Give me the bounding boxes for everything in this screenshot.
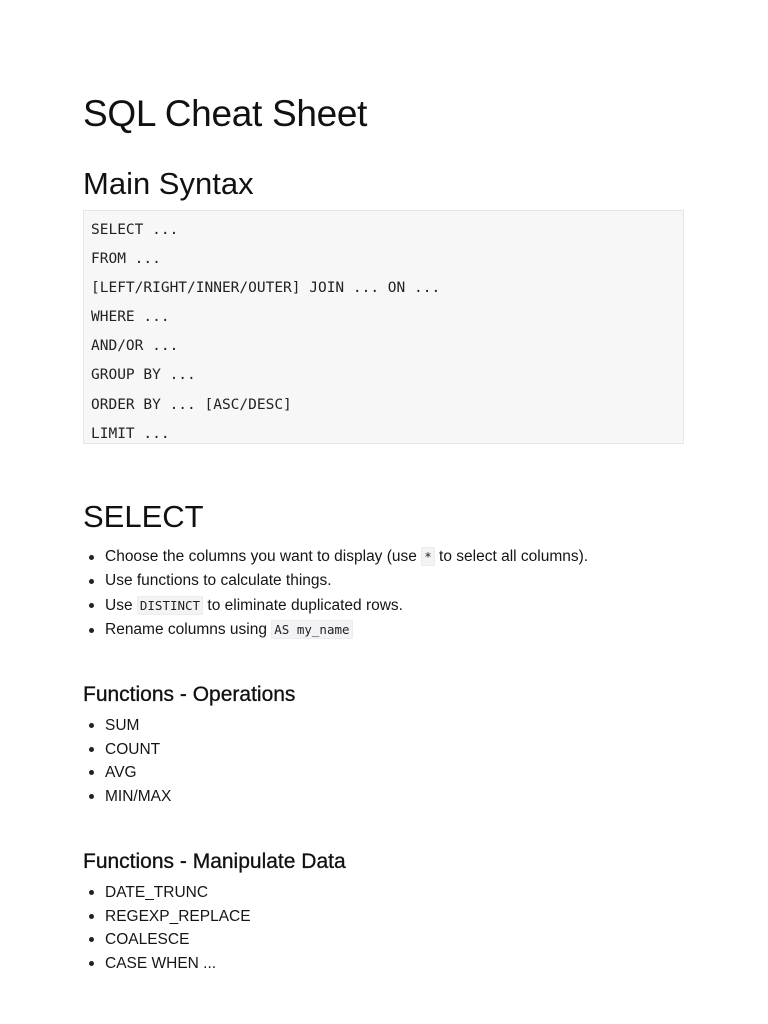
- list-item: [83, 569, 588, 593]
- code-line: AND/OR ...: [91, 338, 179, 355]
- code-line: WHERE ...: [91, 309, 170, 326]
- list-item: [83, 545, 588, 569]
- list-item: [83, 594, 588, 618]
- item-text: Use functions to calculate things.: [105, 572, 332, 590]
- list-item: COUNT: [83, 738, 171, 762]
- item-text: to select all columns).: [434, 548, 589, 565]
- list-item: MIN/MAX: [83, 785, 171, 809]
- code-line: GROUP BY ...: [91, 367, 196, 384]
- code-line: LIMIT ...: [91, 425, 170, 442]
- functions-manipulate-list: [83, 881, 251, 975]
- item-text: Use: [105, 596, 137, 614]
- code-line: [LEFT/RIGHT/INNER/OUTER] JOIN ... ON ...: [91, 280, 441, 297]
- functions-operations-list: [83, 714, 171, 808]
- list-item: DATE_TRUNC: [83, 881, 251, 905]
- list-item: AVG: [83, 761, 171, 785]
- inline-code: *: [421, 547, 435, 566]
- item-text: Choose the columns you want to display (use: [105, 548, 422, 565]
- main-syntax-heading: Main Syntax: [83, 166, 254, 201]
- list-item: CASE WHEN ...: [83, 952, 251, 976]
- functions-manipulate-heading: Functions - Manipulate Data: [83, 850, 346, 873]
- list-item: [83, 618, 588, 642]
- item-text: to eliminate duplicated rows.: [203, 596, 403, 614]
- select-list: [83, 545, 588, 642]
- code-line: ORDER BY ... [ASC/DESC]: [91, 396, 292, 413]
- code-line: SELECT ...: [91, 222, 179, 238]
- item-text: Rename columns using: [105, 620, 272, 638]
- functions-operations-heading: Functions - Operations: [83, 683, 296, 706]
- list-item: SUM: [83, 714, 171, 738]
- inline-code: DISTINCT: [137, 596, 203, 615]
- code-line: FROM ...: [91, 251, 161, 268]
- list-item: COALESCE: [83, 928, 251, 952]
- select-heading: SELECT: [83, 499, 204, 534]
- list-item: REGEXP_REPLACE: [83, 905, 251, 929]
- page-title: SQL Cheat Sheet: [83, 93, 368, 134]
- inline-code: AS my_name: [271, 620, 352, 639]
- main-syntax-code-block: [83, 210, 684, 444]
